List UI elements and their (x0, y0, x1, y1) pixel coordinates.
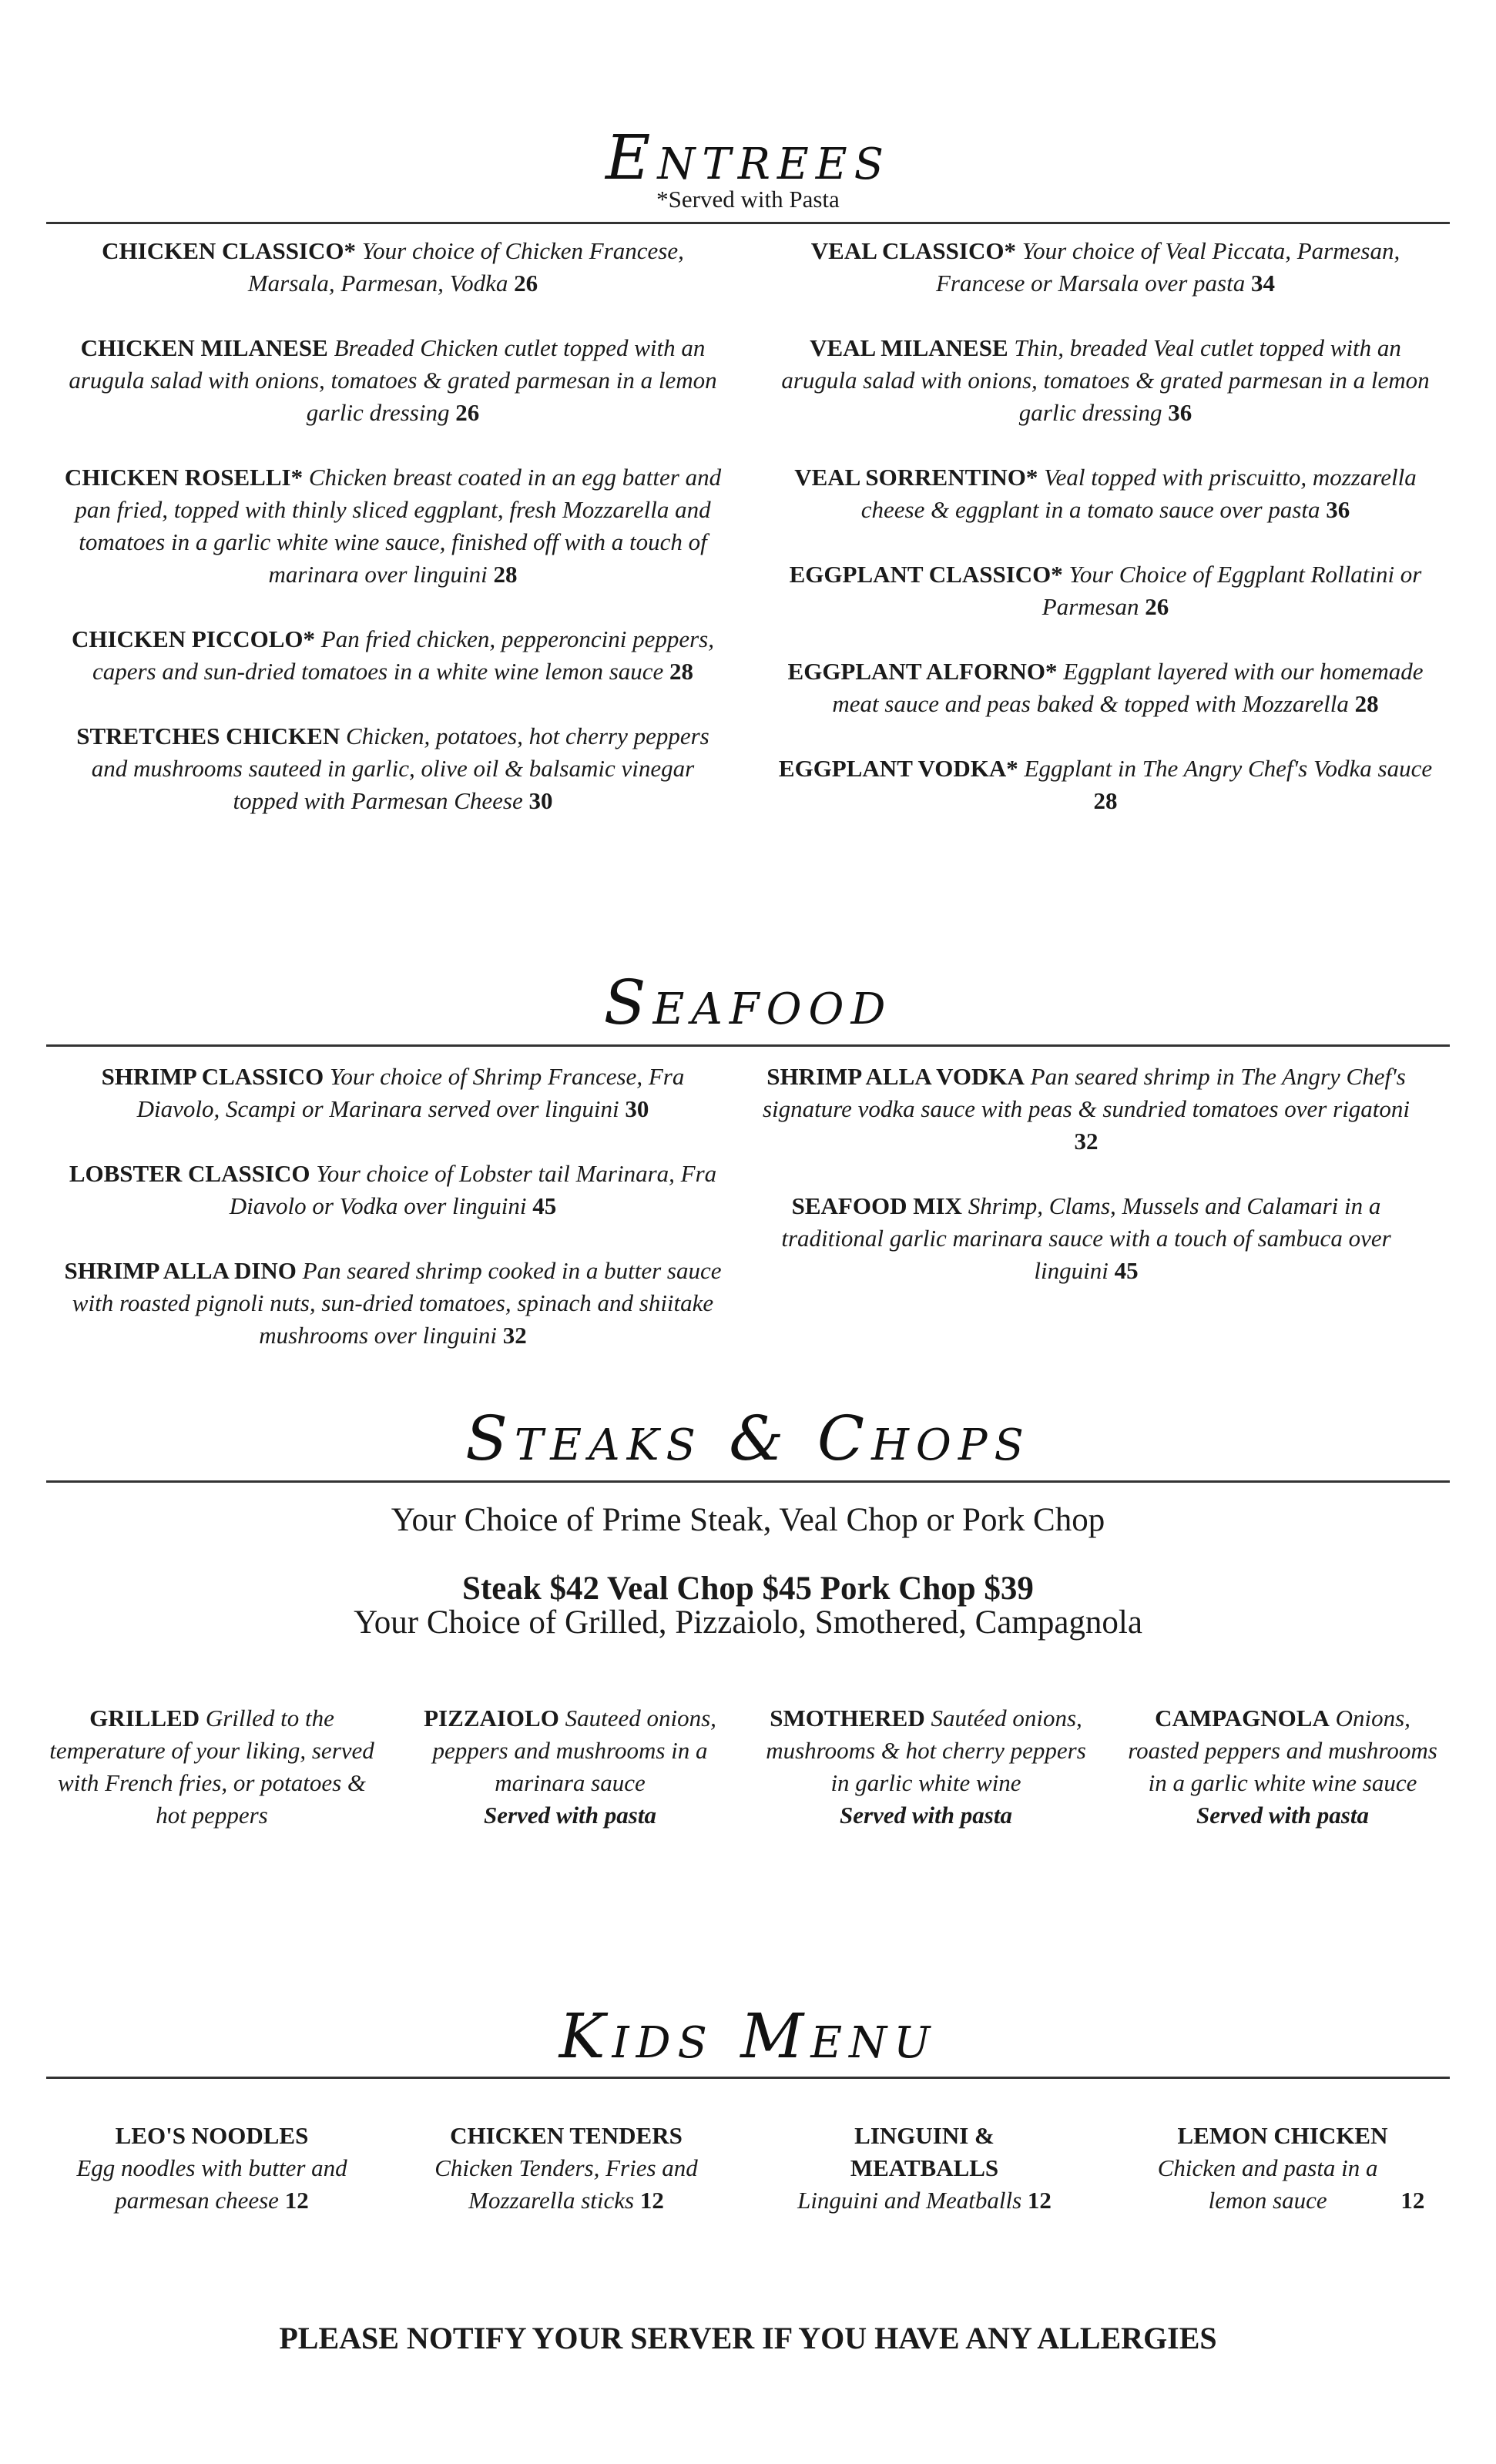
steaks-title: Steaks & Chops (465, 1403, 1031, 1474)
menu-item (770, 461, 1441, 526)
item-name: VEAL MILANESE (810, 334, 1008, 361)
menu-item (58, 1061, 728, 1125)
entrees-right-column (770, 235, 1441, 817)
entrees-divider (46, 222, 1450, 224)
kids-item-linguini-meatballs (778, 2120, 1071, 2217)
entrees-subtitle: *Served with Pasta (656, 186, 840, 213)
menu-item (751, 1190, 1421, 1287)
item-description: Your Choice of Eggplant Rollatini or Parmesan (1041, 561, 1422, 620)
steaks-styles-line: Your Choice of Grilled, Pizzaiolo, Smothered, Campagnola (354, 1604, 1142, 1641)
item-price: 34 (1250, 270, 1275, 297)
menu-item (58, 1158, 728, 1222)
item-description: Eggplant layered with our homemade meat sauce and peas baked & topped with Mozzarella (832, 658, 1424, 717)
kids-item-description: Chicken Tenders, Fries and Mozzarella sticks (434, 2154, 698, 2214)
style-name: CAMPAGNOLA (1155, 1705, 1330, 1732)
item-description: Chicken, potatoes, hot cherry peppers and mushrooms sauteed in garlic, olive oil & balsamic vinegar topped with Parmesan Cheese (91, 722, 709, 814)
item-description: Your choice of Chicken Francese, Marsala, Parmesan, Vodka (247, 237, 684, 297)
menu-item (770, 655, 1441, 720)
kids-item-lemon-chicken (1125, 2120, 1441, 2217)
item-description: Chicken breast coated in an egg batter and pan fried, topped with thinly sliced eggplant, fresh Mozzarella and tomatoes in a garlic white wine sauce, finished off with a touch of marinara over linguini (75, 464, 722, 588)
menu-item (770, 235, 1441, 300)
kids-item-name: LINGUINI & MEATBALLS (850, 2122, 999, 2181)
item-price: 28 (1093, 787, 1118, 814)
seafood-left-column (58, 1061, 728, 1352)
item-price: 28 (493, 561, 518, 588)
item-price: 30 (625, 1095, 649, 1122)
menu-item (58, 1255, 728, 1352)
item-description: Eggplant in The Angry Chef's Vodka sauce (1024, 755, 1433, 782)
item-price: 36 (1326, 496, 1350, 523)
steak-style-smothered (760, 1702, 1092, 1832)
menu-item (770, 558, 1441, 623)
item-price: 28 (669, 658, 694, 685)
kids-item-price: 12 (1027, 2187, 1052, 2214)
item-description: Thin, breaded Veal cutlet topped with an arugula salad with onions, tomatoes & grated parmesan in a lemon garlic dressing (781, 334, 1430, 426)
item-price: 26 (1145, 593, 1169, 620)
seafood-title: Seafood (603, 967, 893, 1038)
item-name: CHICKEN MILANESE (80, 334, 328, 361)
item-price: 45 (532, 1192, 557, 1219)
style-name: PIZZAIOLO (424, 1705, 559, 1732)
item-price: 30 (528, 787, 553, 814)
steak-style-campagnola (1121, 1702, 1444, 1832)
steaks-prices-line: Steak $42 Veal Chop $45 Pork Chop $39 (462, 1571, 1034, 1607)
item-name: EGGPLANT CLASSICO* (789, 561, 1063, 588)
menu-item (58, 235, 728, 300)
item-description: Shrimp, Clams, Mussels and Calamari in a traditional garlic marinara sauce with a touch of sambuca over linguini (781, 1192, 1391, 1284)
item-name: SHRIMP ALLA DINO (64, 1257, 297, 1284)
kids-item-chicken-tenders (412, 2120, 720, 2217)
item-price: 26 (455, 399, 480, 426)
item-name: CHICKEN CLASSICO* (102, 237, 356, 264)
kids-item-leos-noodles (58, 2120, 366, 2217)
style-description: Grilled to the temperature of your liking, served with French fries, or potatoes & hot peppers (49, 1705, 374, 1829)
steak-style-grilled (46, 1702, 377, 1832)
item-description: Veal topped with priscuitto, mozzarella cheese & eggplant in a tomato sauce over pasta (860, 464, 1417, 523)
item-price: 32 (1074, 1128, 1099, 1155)
seafood-right-column (751, 1061, 1421, 1287)
kids-item-name: LEMON CHICKEN (1177, 2122, 1388, 2149)
entrees-title: Entrees (605, 122, 891, 193)
item-name: CHICKEN PICCOLO* (71, 625, 316, 652)
item-description: Pan seared shrimp cooked in a butter sauce with roasted pignoli nuts, sun-dried tomatoes, spinach and shiitake mushrooms over linguini (72, 1257, 722, 1349)
style-description: Sauteed onions, peppers and mushrooms in a marinara sauce (432, 1705, 716, 1796)
style-name: GRILLED (89, 1705, 200, 1732)
item-price: 32 (502, 1322, 527, 1349)
style-description: Sautéed onions, mushrooms & hot cherry peppers in garlic white wine (766, 1705, 1086, 1796)
item-description: Breaded Chicken cutlet topped with an arugula salad with onions, tomatoes & grated parmesan in a lemon garlic dressing (69, 334, 717, 426)
item-name: SHRIMP CLASSICO (101, 1063, 324, 1090)
kids-item-name: LEO'S NOODLES (115, 2122, 309, 2149)
item-description: Pan seared shrimp in The Angry Chef's signature vodka sauce with peas & sundried tomatoes over rigatoni (762, 1063, 1410, 1122)
item-description: Your choice of Lobster tail Marinara, Fra Diavolo or Vodka over linguini (229, 1160, 717, 1219)
allergy-notice: PLEASE NOTIFY YOUR SERVER IF YOU HAVE ANY ALLERGIES (279, 2321, 1217, 2355)
seafood-divider (46, 1044, 1450, 1047)
item-name: LOBSTER CLASSICO (69, 1160, 310, 1187)
kids-title: Kids Menu (558, 2000, 938, 2072)
item-name: VEAL CLASSICO* (810, 237, 1016, 264)
menu-item (58, 623, 728, 688)
item-description: Your choice of Shrimp Francese, Fra Diavolo, Scampi or Marinara served over linguini (136, 1063, 685, 1122)
kids-item-price: 12 (1400, 2187, 1425, 2214)
steaks-divider (46, 1480, 1450, 1483)
served-with-pasta: Served with pasta (1196, 1802, 1369, 1829)
menu-item (751, 1061, 1421, 1158)
item-name: SHRIMP ALLA VODKA (766, 1063, 1025, 1090)
steaks-choice-line: Your Choice of Prime Steak, Veal Chop or Pork Chop (391, 1502, 1105, 1538)
item-price: 36 (1168, 399, 1192, 426)
item-price: 26 (514, 270, 538, 297)
menu-item (58, 461, 728, 591)
menu-item (770, 753, 1441, 817)
entrees-left-column (58, 235, 728, 817)
item-description: Your choice of Veal Piccata, Parmesan, Francese or Marsala over pasta (936, 237, 1400, 297)
kids-item-name: CHICKEN TENDERS (450, 2122, 683, 2149)
menu-item (58, 720, 728, 817)
steak-style-pizzaiolo (404, 1702, 736, 1832)
menu-item (58, 332, 728, 429)
item-name: EGGPLANT ALFORNO* (787, 658, 1058, 685)
served-with-pasta: Served with pasta (484, 1802, 656, 1829)
kids-item-price: 12 (639, 2187, 664, 2214)
kids-item-price: 12 (284, 2187, 309, 2214)
item-description: Pan fried chicken, pepperoncini peppers, capers and sun-dried tomatoes in a white wine lemon sauce (92, 625, 714, 685)
menu-item (770, 332, 1441, 429)
style-description: Onions, roasted peppers and mushrooms in a garlic white wine sauce (1128, 1705, 1437, 1796)
kids-item-description: Linguini and Meatballs (797, 2187, 1022, 2214)
item-name: STRETCHES CHICKEN (76, 722, 340, 749)
item-name: VEAL SORRENTINO* (794, 464, 1038, 491)
kids-divider (46, 2077, 1450, 2079)
item-name: CHICKEN ROSELLI* (64, 464, 304, 491)
kids-item-description: Egg noodles with butter and parmesan cheese (76, 2154, 347, 2214)
style-name: SMOTHERED (770, 1705, 925, 1732)
item-name: SEAFOOD MIX (791, 1192, 962, 1219)
item-name: EGGPLANT VODKA* (778, 755, 1018, 782)
served-with-pasta: Served with pasta (840, 1802, 1012, 1829)
kids-item-description: Chicken and pasta in a lemon sauce (1157, 2154, 1378, 2214)
item-price: 28 (1354, 690, 1379, 717)
item-price: 45 (1114, 1257, 1139, 1284)
